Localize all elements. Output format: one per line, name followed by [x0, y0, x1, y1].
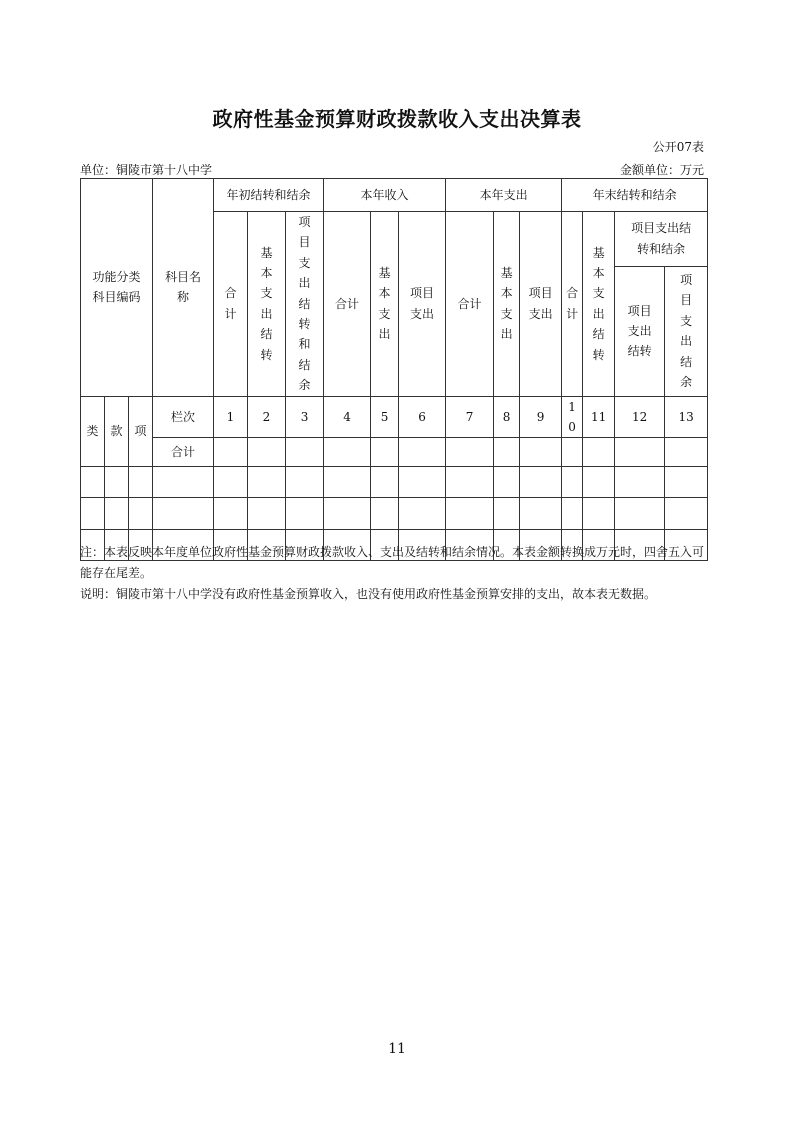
col-num-4: 4 — [324, 396, 371, 438]
table-number: 公开07表 — [652, 140, 704, 154]
table-cell — [583, 438, 615, 467]
table-cell — [81, 467, 105, 498]
table-explanation: 说明：铜陵市第十八中学没有政府性基金预算收入，也没有使用政府性基金预算安排的支出，故本表无数据。 — [80, 587, 657, 601]
table-cell — [248, 438, 286, 467]
page-title: 政府性基金预算财政拨款收入支出决算表 — [212, 107, 582, 131]
col-num-13: 13 — [665, 396, 708, 438]
table-cell — [494, 498, 520, 530]
table-cell — [371, 498, 399, 530]
table-cell — [81, 498, 105, 530]
col-num-5: 5 — [371, 396, 399, 438]
table-cell — [399, 467, 446, 498]
col-num-9: 9 — [520, 396, 562, 438]
col-num-12: 12 — [615, 396, 665, 438]
begin-total-header: 合计 — [214, 212, 248, 397]
table-cell — [324, 467, 371, 498]
total-row-label: 合计 — [153, 438, 214, 467]
table-cell — [214, 467, 248, 498]
col-num-2: 2 — [248, 396, 286, 438]
table-cell — [105, 467, 129, 498]
table-cell — [371, 438, 399, 467]
income-group-header: 本年收入 — [324, 179, 446, 212]
lei-header: 类 — [81, 396, 105, 467]
table-cell — [520, 498, 562, 530]
table-cell — [583, 498, 615, 530]
table-cell — [665, 438, 708, 467]
expend-group-header: 本年支出 — [446, 179, 562, 212]
col-num-3: 3 — [286, 396, 324, 438]
table-cell — [562, 467, 583, 498]
table-cell — [615, 438, 665, 467]
table-cell — [105, 498, 129, 530]
table-cell — [286, 498, 324, 530]
table-cell — [153, 467, 214, 498]
table-cell — [583, 467, 615, 498]
amount-unit-label: 金额单位：万元 — [619, 163, 704, 177]
income-total-header: 合计 — [324, 212, 371, 397]
table-row — [81, 498, 708, 530]
expend-basic-header: 基本支出 — [494, 212, 520, 397]
begin-project-header: 项目支出结转和结余 — [286, 212, 324, 397]
table-cell — [665, 498, 708, 530]
table-cell — [399, 438, 446, 467]
page-number: 11 — [388, 1041, 406, 1057]
table-cell — [214, 438, 248, 467]
table-cell — [248, 467, 286, 498]
begin-basic-header: 基本支出结转 — [248, 212, 286, 397]
table-cell — [562, 498, 583, 530]
table-cell — [446, 498, 494, 530]
table-cell — [324, 438, 371, 467]
col-num-11: 11 — [583, 396, 615, 438]
table-cell — [129, 467, 153, 498]
end-balance-group-header: 年末结转和结余 — [562, 179, 708, 212]
table-cell — [399, 498, 446, 530]
unit-label: 单位：铜陵市第十八中学 — [80, 163, 213, 177]
column-index-label: 栏次 — [153, 396, 214, 438]
expend-project-header: 项目支出 — [520, 212, 562, 397]
xiang-header: 项 — [129, 396, 153, 467]
table-cell — [286, 467, 324, 498]
begin-balance-group-header: 年初结转和结余 — [214, 179, 324, 212]
end-project-balance-header: 项目支出结余 — [665, 266, 708, 396]
end-basic-header: 基本支出结转 — [583, 212, 615, 397]
table-cell — [494, 438, 520, 467]
income-basic-header: 基本支出 — [371, 212, 399, 397]
budget-table — [80, 178, 708, 561]
subject-name-header: 科目名称 — [153, 179, 214, 397]
table-cell — [615, 498, 665, 530]
income-project-header: 项目支出 — [399, 212, 446, 397]
col-num-6: 6 — [399, 396, 446, 438]
table-cell — [446, 438, 494, 467]
col-num-10: 10 — [562, 396, 583, 438]
table-cell — [214, 498, 248, 530]
table-cell — [324, 498, 371, 530]
col-num-7: 7 — [446, 396, 494, 438]
table-note: 注：本表反映本年度单位政府性基金预算财政拨款收入、支出及结转和结余情况。本表金额转换成万元时，四舍五入可能存在尾差。 — [80, 545, 705, 580]
table-cell — [494, 467, 520, 498]
table-cell — [153, 498, 214, 530]
table-cell — [520, 467, 562, 498]
table-cell — [129, 498, 153, 530]
table-cell — [615, 467, 665, 498]
func-code-header: 功能分类科目编码 — [81, 179, 153, 397]
table-cell — [248, 498, 286, 530]
table-cell — [371, 467, 399, 498]
table-row — [81, 467, 708, 498]
expend-total-header: 合计 — [446, 212, 494, 397]
end-project-group-header: 项目支出结转和结余 — [615, 212, 708, 267]
table-cell — [520, 438, 562, 467]
col-num-1: 1 — [214, 396, 248, 438]
kuan-header: 款 — [105, 396, 129, 467]
end-project-carry-header: 项目支出结转 — [615, 266, 665, 396]
table-cell — [286, 438, 324, 467]
table-cell — [665, 467, 708, 498]
table-cell — [562, 438, 583, 467]
col-num-8: 8 — [494, 396, 520, 438]
table-cell — [446, 467, 494, 498]
end-total-header: 合计 — [562, 212, 583, 397]
